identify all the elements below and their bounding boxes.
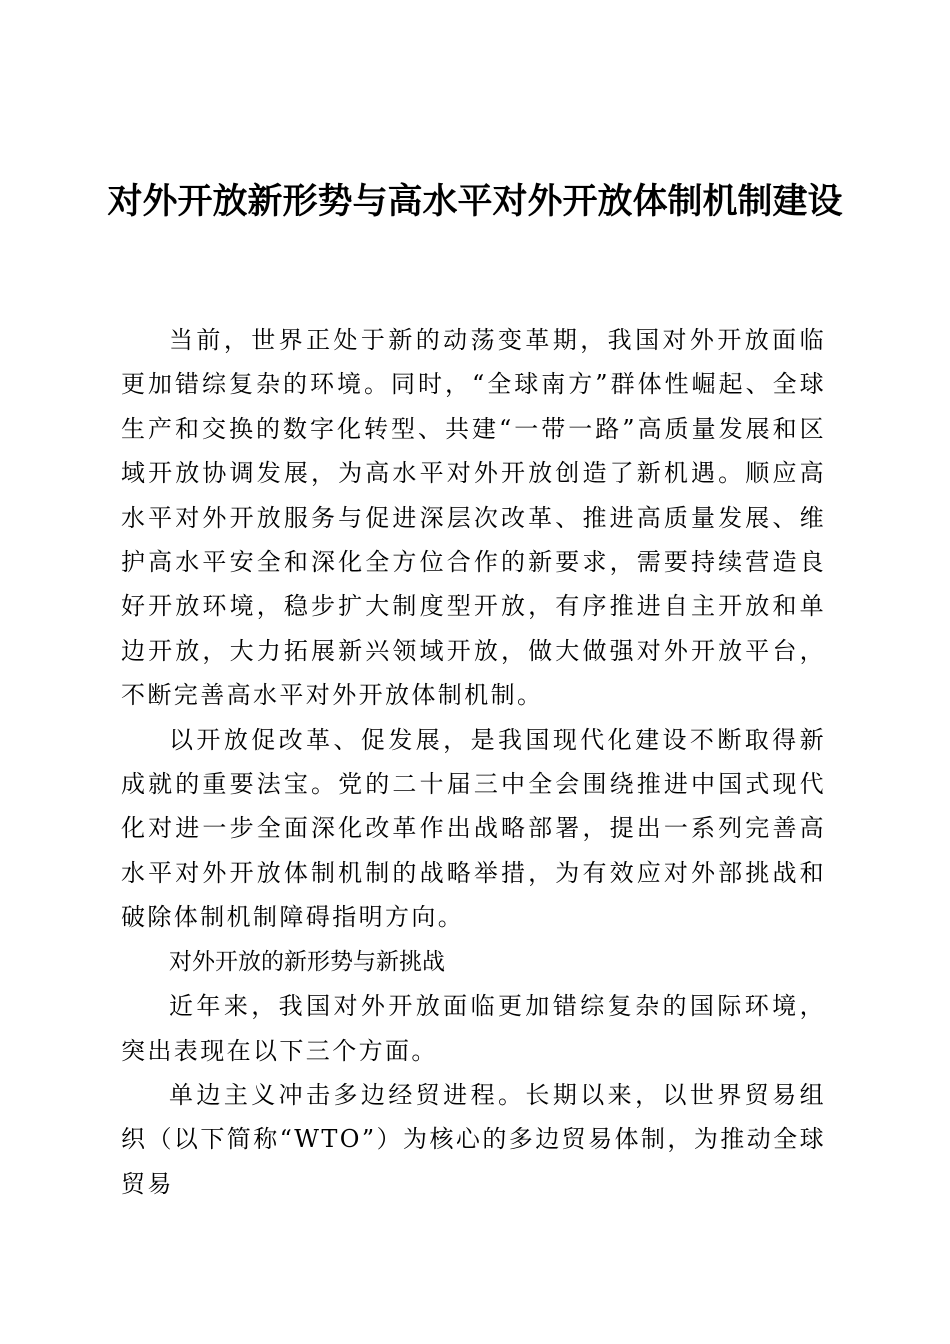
paragraph-unilateralism: 单边主义冲击多边经贸进程。长期以来，以世界贸易组织（以下简称“WTO”）为核心的多边贸易体制，为推动全球贸易 xyxy=(121,1080,826,1198)
paragraph-intro: 当前，世界正处于新的动荡变革期，我国对外开放面临更加错综复杂的环境。同时，“全球南方”群体性崛起、全球生产和交换的数字化转型、共建“一带一路”高质量发展和区域开放协调发展，为高水平对外开放创造了新机遇。顺应高水平对外开放服务与促进深层次改革、推进高质量发展、维护高水平安全和深化全方位合作的新要求，需要持续营造良好开放环境，稳步扩大制度型开放，有序推进自主开放和单边开放，大力拓展新兴领域开放，做大做强对外开放平台，不断完善高水平对外开放体制机制。 xyxy=(121,326,826,710)
document-title: 对外开放新形势与高水平对外开放体制机制建设 xyxy=(107,182,843,222)
paragraph-reform: 以开放促改革、促发展，是我国现代化建设不断取得新成就的重要法宝。党的二十届三中全会围绕推进中国式现代化对进一步全面深化改革作出战略部署，提出一系列完善高水平对外开放体制机制的战略举措，为有效应对外部挑战和破除体制机制障碍指明方向。 xyxy=(121,725,826,932)
document-body xyxy=(121,318,826,1206)
paragraph-environment: 近年来，我国对外开放面临更加错综复杂的国际环境，突出表现在以下三个方面。 xyxy=(121,992,826,1065)
section-heading: 对外开放的新形势与新挑战 xyxy=(169,948,445,975)
